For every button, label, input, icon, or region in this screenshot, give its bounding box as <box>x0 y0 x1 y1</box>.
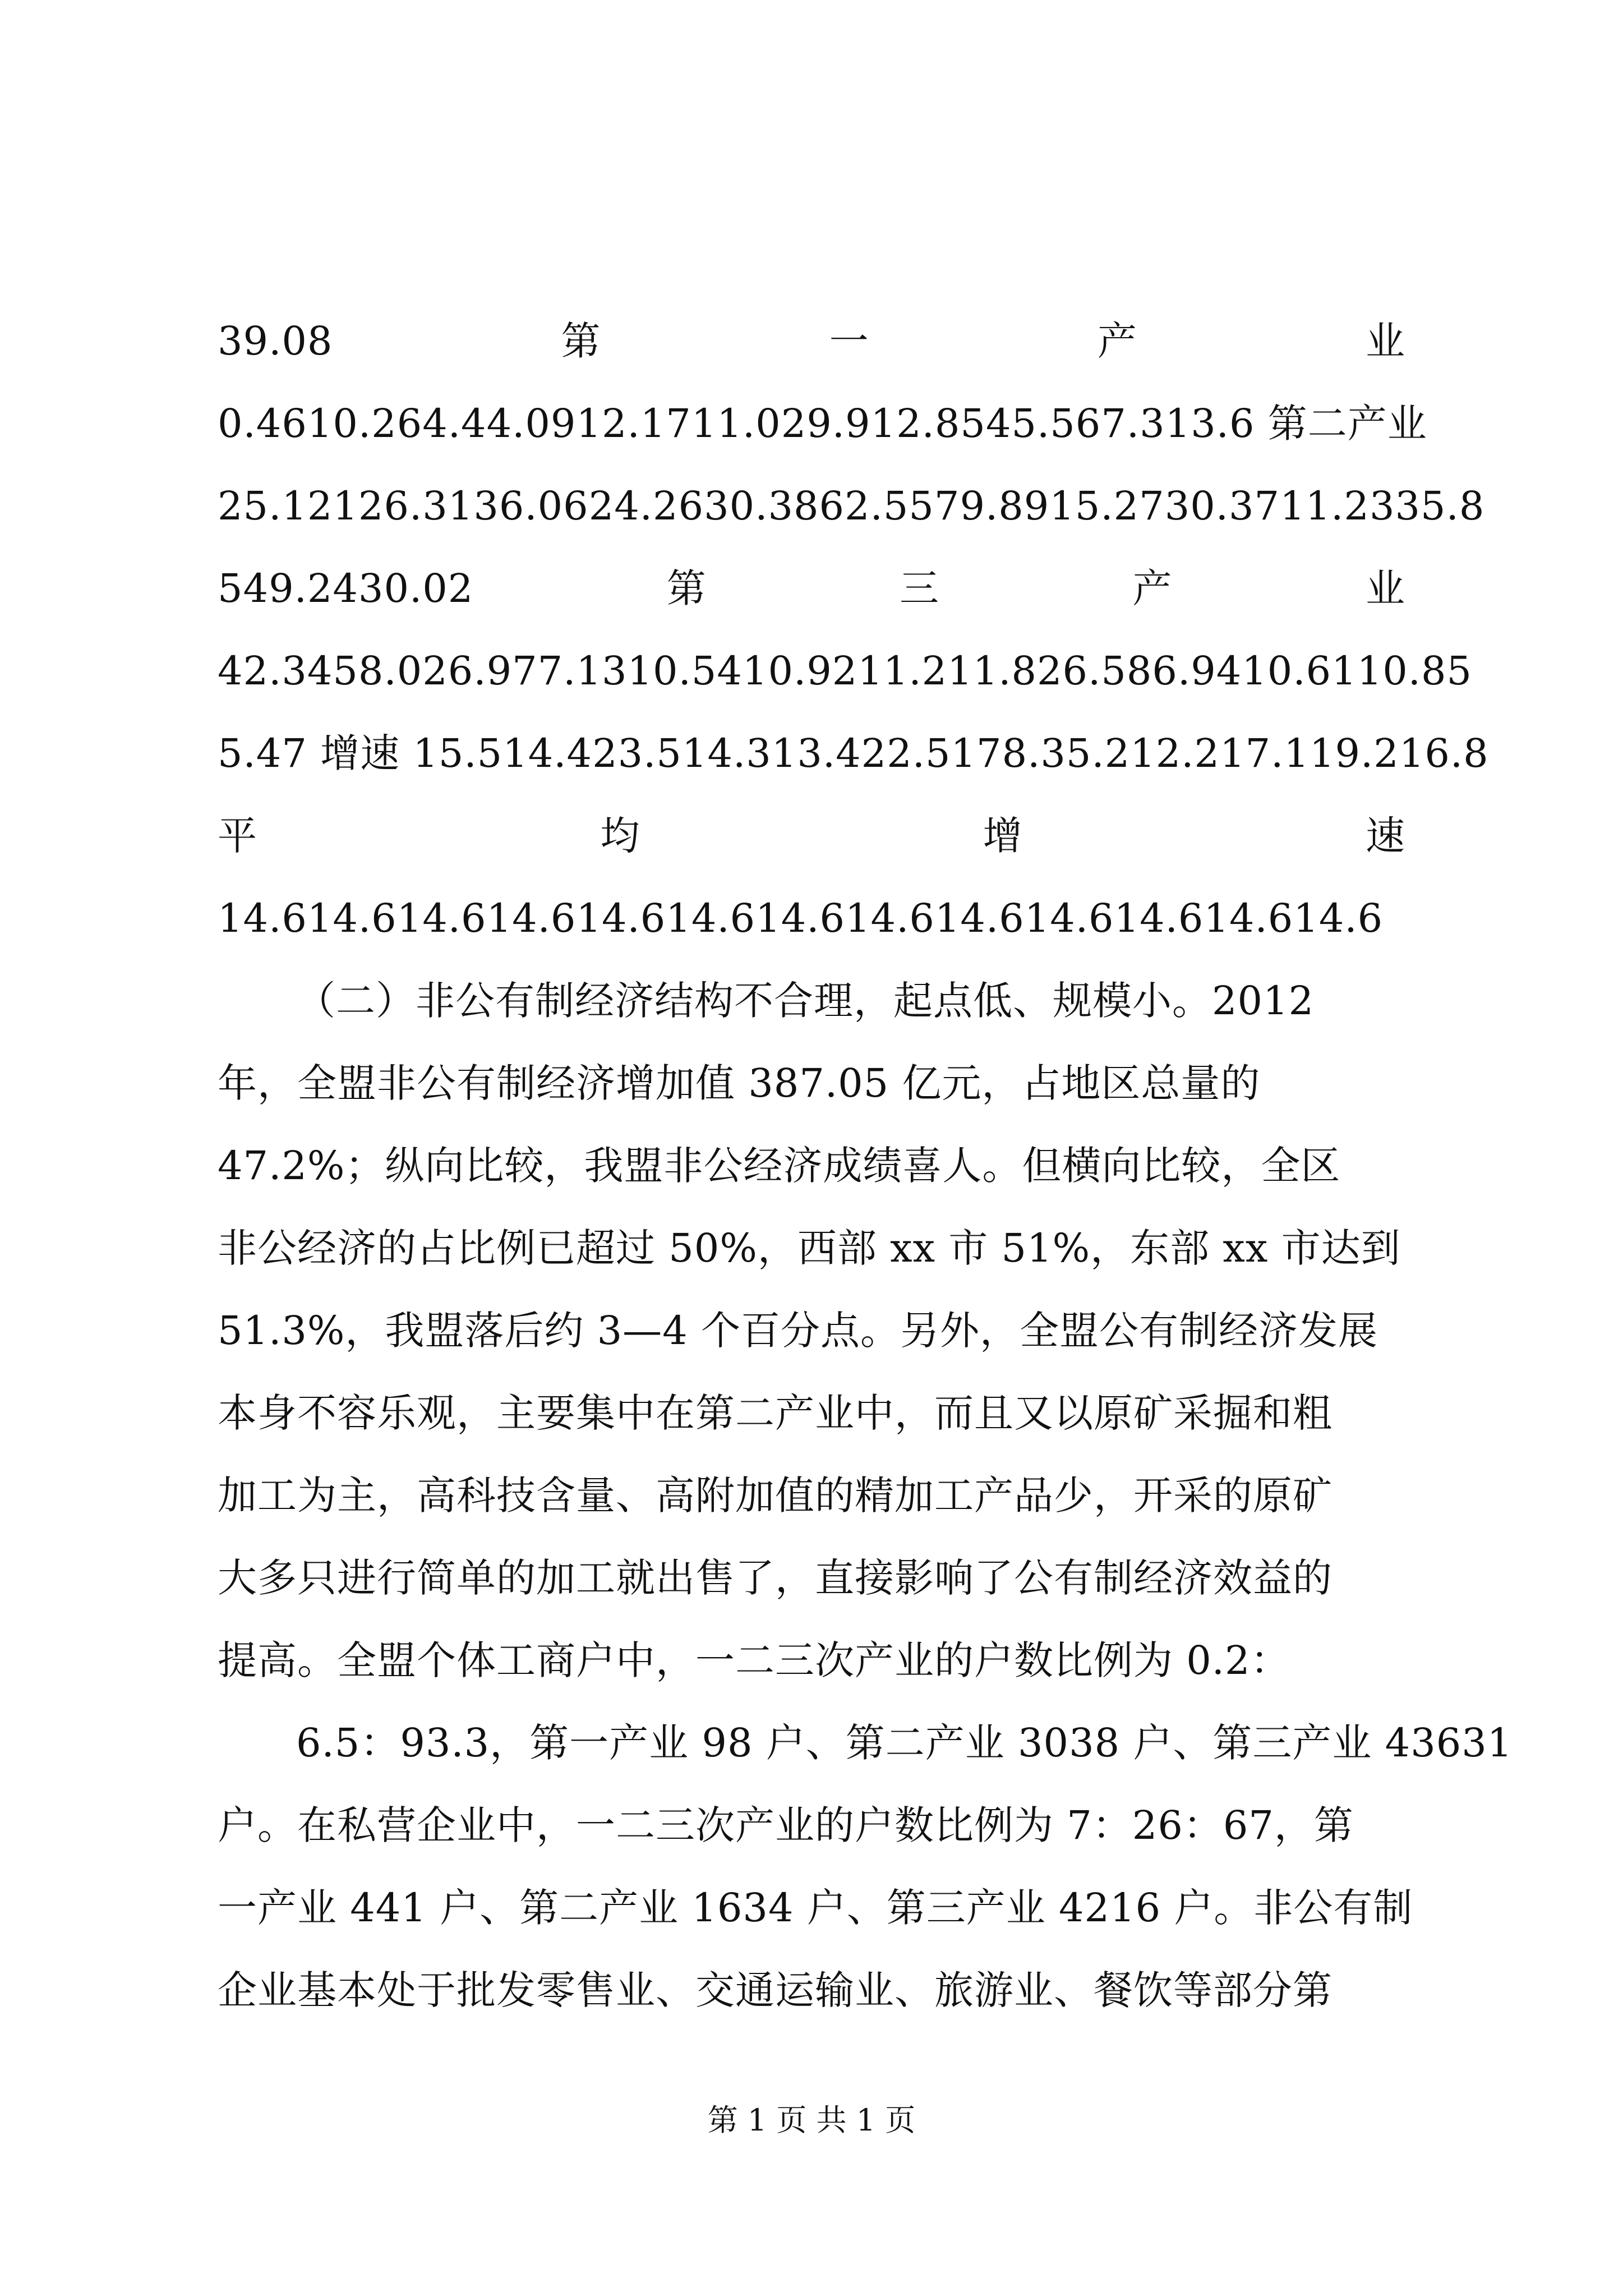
text-line: 本身不容乐观，主要集中在第二产业中，而且又以原矿采掘和粗 <box>218 1390 1332 1436</box>
text-line <box>218 795 1405 877</box>
text-fragment: 产 <box>1097 318 1137 364</box>
text-fragment: 均 <box>600 813 640 859</box>
text-fragment: 39.08 <box>218 318 333 364</box>
text-line: （二）非公有制经济结构不合理，起点低、规模小。2012 <box>296 978 1315 1024</box>
text-fragment: 第 <box>561 318 601 364</box>
text-line: 企业基本处于批发零售业、交通运输业、旅游业、餐饮等部分第 <box>218 1967 1332 2013</box>
text-line: 大多只进行简单的加工就出售了，直接影响了公有制经济效益的 <box>218 1555 1332 1601</box>
text-fragment: 业 <box>1365 318 1405 364</box>
text-fragment: 三 <box>900 565 940 611</box>
text-line: 51.3%，我盟落后约 3—4 个百分点。另外，全盟公有制经济发展 <box>218 1308 1378 1354</box>
text-line: 42.3458.026.977.1310.5410.9211.211.826.586.9410.6110.85 <box>218 648 1473 694</box>
text-line: 年，全盟非公有制经济增加值 387.05 亿元，占地区总量的 <box>218 1060 1261 1106</box>
text-line: 14.614.614.614.614.614.614.614.614.614.614.614.614.6 <box>218 895 1384 941</box>
text-line: 提高。全盟个体工商户中，一二三次产业的户数比例为 0.2： <box>218 1637 1290 1683</box>
text-line: 0.4610.264.44.0912.1711.029.912.8545.567.313.6 第二产业 <box>218 401 1427 447</box>
text-line: 户。在私营企业中，一二三次产业的户数比例为 7：26：67，第 <box>218 1802 1354 1848</box>
text-line: 5.47 增速 15.514.423.514.313.422.5178.35.212.217.119.216.8 <box>218 730 1489 776</box>
text-fragment: 产 <box>1132 565 1173 611</box>
text-line: 一产业 441 户、第二产业 1634 户、第三产业 4216 户。非公有制 <box>218 1885 1413 1931</box>
text-line: 加工为主，高科技含量、高附加值的精加工产品少，开采的原矿 <box>218 1473 1332 1519</box>
text-fragment: 速 <box>1365 813 1405 859</box>
text-fragment: 一 <box>829 318 869 364</box>
text-line: 非公经济的占比例已超过 50%，西部 xx 市 51%，东部 xx 市达到 <box>218 1225 1401 1271</box>
text-fragment: 业 <box>1365 565 1405 611</box>
text-fragment: 平 <box>218 813 257 859</box>
text-line <box>218 300 1405 383</box>
page-footer: 第 1 页 共 1 页 <box>707 2102 916 2138</box>
text-line: 47.2%；纵向比较，我盟非公经济成绩喜人。但横向比较，全区 <box>218 1143 1341 1189</box>
text-line: 6.5：93.3，第一产业 98 户、第二产业 3038 户、第三产业 43631 <box>296 1720 1513 1766</box>
text-fragment: 549.2430.02 <box>218 565 474 611</box>
text-fragment: 第 <box>666 565 707 611</box>
text-line <box>218 547 1405 630</box>
document-body <box>218 300 1513 2032</box>
text-line: 25.12126.3136.0624.2630.3862.5579.8915.2730.3711.2335.8 <box>218 483 1485 529</box>
text-fragment: 增 <box>983 813 1023 859</box>
